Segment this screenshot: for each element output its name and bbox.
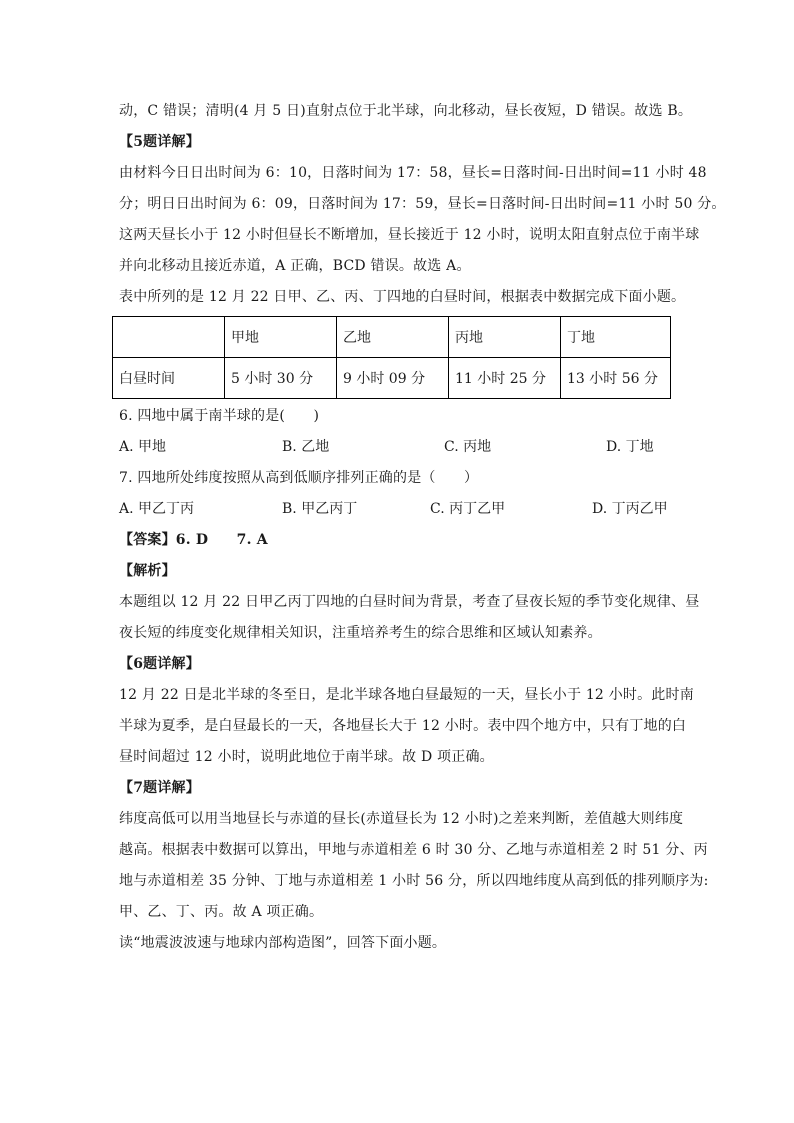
table-cell: 9 小时 09 分 <box>337 358 449 399</box>
text-line: 越高。根据表中数据可以算出，甲地与赤道相差 6 时 30 分、乙地与赤道相差 2 时 51 分、丙 <box>119 842 708 858</box>
daylight-table <box>112 316 671 399</box>
question-6-stem: 6. 四地中属于南半球的是( ) <box>119 408 320 424</box>
question-6-option-c: C. 丙地 <box>444 439 492 455</box>
table-cell: 5 小时 30 分 <box>225 358 337 399</box>
question-7-option-b: B. 甲乙丙丁 <box>282 501 358 517</box>
text-line: 由材料今日日出时间为 6：10，日落时间为 17：58，昼长=日落时间-日出时间=11 小时 48 <box>119 165 707 181</box>
text-line: 动，C 错误；清明(4 月 5 日)直射点位于北半球，向北移动，昼长夜短，D 错误。故选 B。 <box>119 103 693 119</box>
table-row <box>113 358 671 399</box>
text-line: 夜长短的纬度变化规律相关知识，注重培养考生的综合思维和区域认知素养。 <box>119 625 602 641</box>
text-line: 12 月 22 日是北半球的冬至日，是北半球各地白昼最短的一天，昼长小于 12 小时。此时南 <box>119 687 694 703</box>
text-line: 半球为夏季，是白昼最长的一天，各地昼长大于 12 小时。表中四个地方中，只有丁地的白 <box>119 718 687 734</box>
table-header-cell: 乙地 <box>337 317 449 358</box>
text-line: 本题组以 12 月 22 日甲乙丙丁四地的白昼时间为背景，考查了昼夜长短的季节变化规律、昼 <box>119 594 700 610</box>
answer-line: 【答案】6. D 7. A <box>119 532 268 548</box>
section-heading-q6: 【6题详解】 <box>119 656 200 672</box>
text-line: 甲、乙、丁、丙。故 A 项正确。 <box>119 904 324 920</box>
table-header-cell: 甲地 <box>225 317 337 358</box>
table-header-cell: 丙地 <box>449 317 561 358</box>
question-6-option-d: D. 丁地 <box>606 439 654 455</box>
table-header-cell <box>113 317 225 358</box>
section-heading-q7: 【7题详解】 <box>119 780 200 796</box>
section-heading-analysis: 【解析】 <box>119 563 176 579</box>
text-line: 并向北移动且接近赤道，A 正确，BCD 错误。故选 A。 <box>119 258 471 274</box>
table-row-label: 白昼时间 <box>113 358 225 399</box>
table-header-cell: 丁地 <box>561 317 671 358</box>
question-7-option-a: A. 甲乙丁丙 <box>119 501 195 517</box>
question-7-stem: 7. 四地所处纬度按照从高到低顺序排列正确的是（ ） <box>119 470 479 486</box>
section-heading-q5: 【5题详解】 <box>119 134 200 150</box>
text-line: 昼时间超过 12 小时，说明此地位于南半球。故 D 项正确。 <box>119 749 494 765</box>
table-cell: 11 小时 25 分 <box>449 358 561 399</box>
question-6-option-b: B. 乙地 <box>282 439 330 455</box>
table-header-row <box>113 317 671 358</box>
text-line: 这两天昼长小于 12 小时但昼长不断增加，昼长接近于 12 小时，说明太阳直射点位于南半球 <box>119 227 700 243</box>
question-6-option-a: A. 甲地 <box>119 439 167 455</box>
table-cell: 13 小时 56 分 <box>561 358 671 399</box>
text-line: 纬度高低可以用当地昼长与赤道的昼长(赤道昼长为 12 小时)之差来判断，差值越大则纬度 <box>119 811 684 827</box>
next-question-intro: 读“地震波波速与地球内部构造图”，回答下面小题。 <box>119 935 447 951</box>
text-line: 地与赤道相差 35 分钟、丁地与赤道相差 1 小时 56 分，所以四地纬度从高到低的排列顺序为: <box>119 873 709 889</box>
table-intro: 表中所列的是 12 月 22 日甲、乙、丙、丁四地的白昼时间，根据表中数据完成下面小题。 <box>119 289 686 305</box>
text-line: 分；明日日出时间为 6：09，日落时间为 17：59，昼长=日落时间-日出时间=11 小时 50 分。 <box>119 196 726 212</box>
question-7-option-d: D. 丁丙乙甲 <box>592 501 668 517</box>
question-7-option-c: C. 丙丁乙甲 <box>430 501 506 517</box>
